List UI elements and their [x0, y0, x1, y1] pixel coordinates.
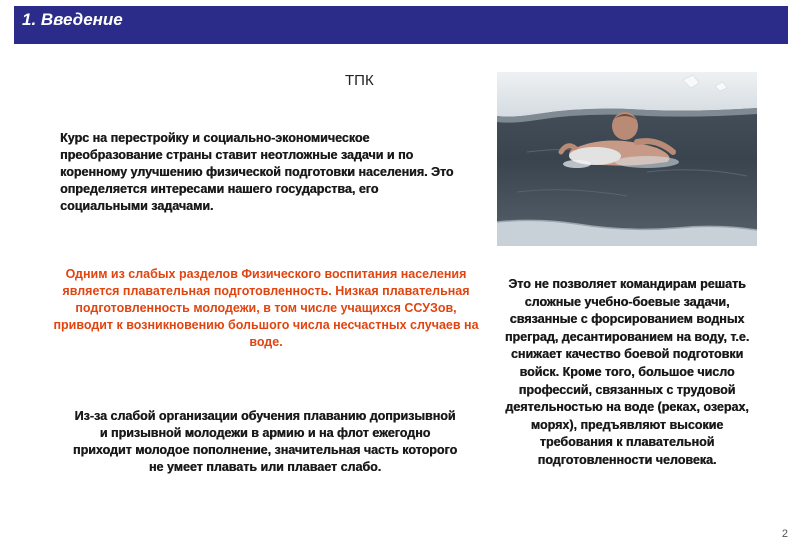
slide-title: 1. Введение	[22, 10, 123, 29]
paragraph-commanders: Это не позволяет командирам решать сложные учебно-боевые задачи, связанные с форсированием водных преград, десантированием на воду, т.е. снижает качество боевой подготовки войск. Кроме того, большое число профессий, связанных с трудовой деятельностью на воде (реках, озерах, морях), предъявляют высокие требования к плавательной подготовленности человека.	[504, 277, 750, 467]
swimmer-head	[612, 112, 638, 140]
paragraph-organization: Из-за слабой организации обучения плаванию допризывной и призывной молодежи в армию и на флот ежегодно приходит молодое пополнение, значительная часть которого не умеет плавать или плавает слабо.	[72, 409, 458, 474]
paragraph-course: Курс на перестройку и социально-экономическое преобразование страны ставит неотложные задачи и по коренному улучшению физической подготовки населения. Это определяется интересами нашего государства, его социальными задачами.	[60, 131, 454, 213]
paragraph-weakness: Одним из слабых разделов Физического воспитания населения является плавательная подготовленность. Низкая плавательная подготовленность молодежи, в том числе учащихся ССУЗов, приводит к возникновению большого числа несчастных случаев на воде.	[53, 267, 479, 349]
ice-swimmer-photo	[497, 72, 757, 246]
tpk-label: ТПК	[345, 72, 374, 89]
page-number: 2	[781, 528, 788, 540]
header-bar	[14, 6, 788, 44]
